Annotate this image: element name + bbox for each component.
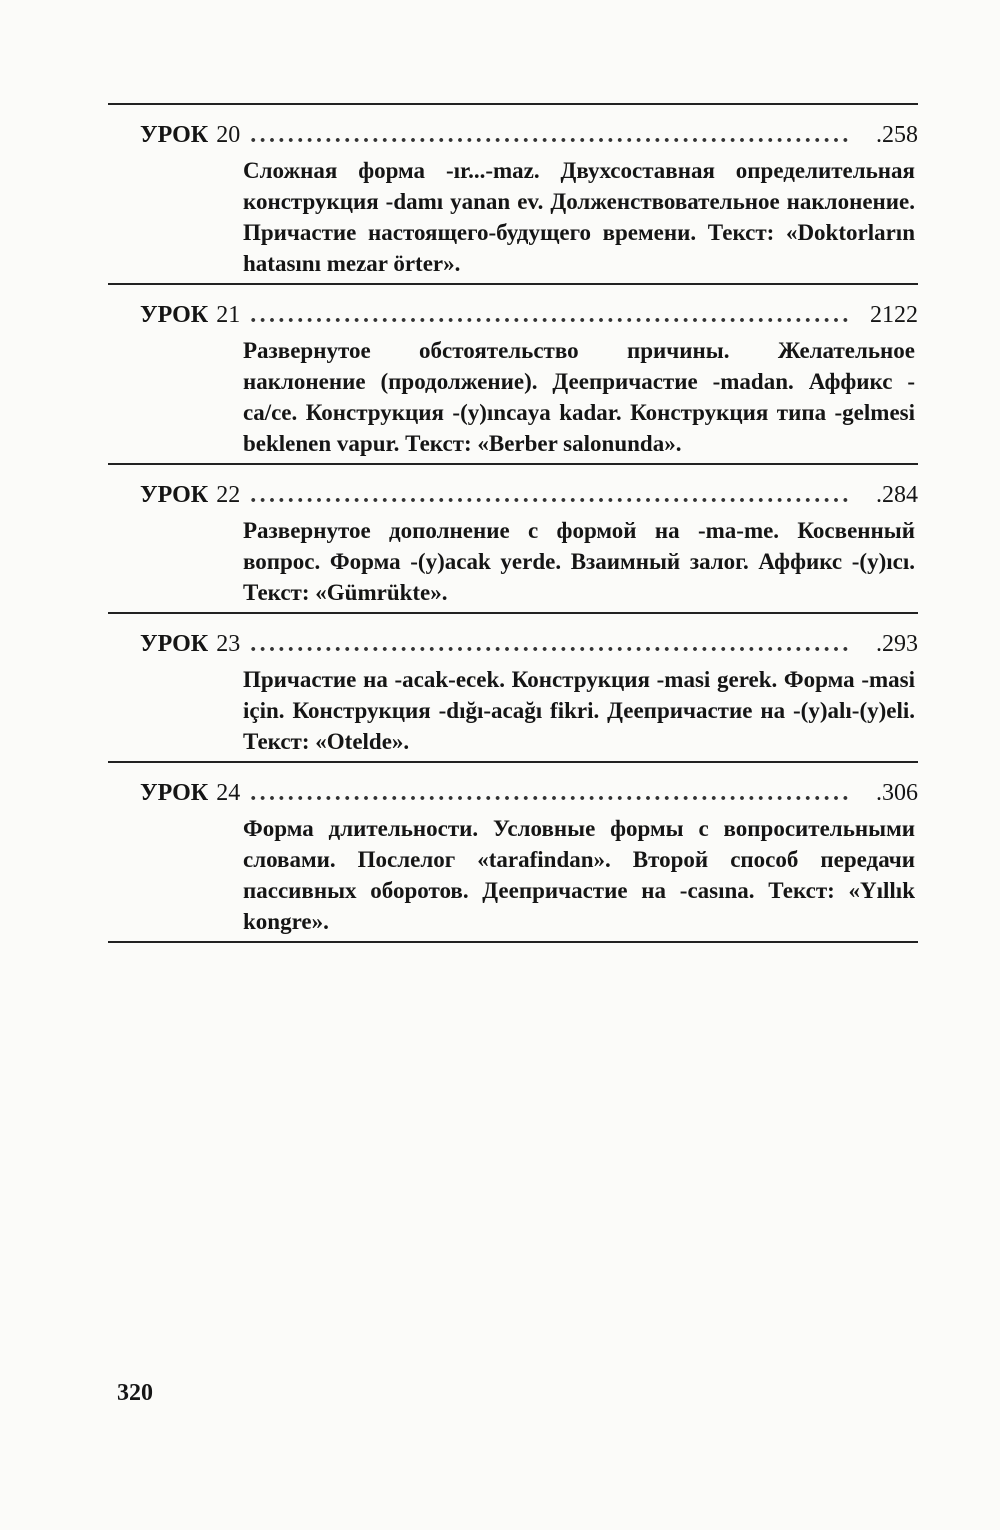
toc-entry-lesson-23: [108, 614, 918, 761]
dot-leader: ................................................................: [250, 780, 852, 806]
lesson-number: 24: [216, 780, 241, 806]
page-reference: 2122: [870, 302, 918, 328]
lesson-label: УРОК: [140, 631, 209, 657]
divider-line: [108, 941, 918, 943]
lesson-label: УРОК: [140, 122, 209, 148]
dot-leader: ................................................................: [250, 302, 852, 328]
toc-entry-lesson-24: [108, 763, 918, 941]
lesson-label: УРОК: [140, 780, 209, 806]
toc-entry-lesson-22: [108, 465, 918, 612]
page-reference: .293: [876, 631, 918, 657]
lesson-description: Сложная форма -ır...-maz. Двухсоставная определительная конструкция -damı yanan ev. Долженствовательное наклонение. Причастие настоящего-будущего времени. Текст: «Doktorların hatasını mezar örter».: [243, 158, 915, 276]
dot-leader: ................................................................: [250, 482, 852, 508]
lesson-label: УРОК: [140, 302, 209, 328]
lesson-description: Причастие на -acak-ecek. Конструкция -masi gerek. Форма -masi için. Конструкция -dığı-acağı fikri. Деепричастие на -(y)alı-(y)eli. Текст: «Otelde».: [243, 667, 915, 754]
page-number: 320: [117, 1380, 153, 1406]
page-reference: .258: [876, 122, 918, 148]
lesson-number: 20: [216, 122, 241, 148]
lesson-label: УРОК: [140, 482, 209, 508]
lesson-number: 23: [216, 631, 241, 657]
lesson-description: Развернутое дополнение с формой на -ma-me. Косвенный вопрос. Форма -(y)acak yerde. Взаимный залог. Аффикс -(y)ıcı. Текст: «Gümrükte».: [243, 518, 915, 605]
toc-entry-heading: [108, 115, 918, 155]
lesson-description: Развернутое обстоятельство причины. Желательное наклонение (продолжение). Деепричастие -madan. Аффикс -ca/ce. Конструкция -(y)ıncaya kadar. Конструкция типа -gelmesi beklenen vapur. Текст: «Berber salonunda».: [243, 338, 915, 456]
dot-leader: ................................................................: [250, 122, 852, 148]
toc-entry-heading: [108, 624, 918, 664]
lesson-number: 21: [216, 302, 241, 328]
toc-entry-heading: [108, 295, 918, 335]
table-of-contents: [108, 103, 918, 943]
toc-entry-heading: [108, 773, 918, 813]
toc-entry-lesson-21: [108, 285, 918, 463]
toc-entry-heading: [108, 475, 918, 515]
page-reference: .284: [876, 482, 918, 508]
dot-leader: ................................................................: [250, 631, 852, 657]
lesson-number: 22: [216, 482, 241, 508]
toc-entry-lesson-20: [108, 105, 918, 283]
lesson-description: Форма длительности. Условные формы с вопросительными словами. Послелог «tarafindan». Второй способ передачи пассивных оборотов. Деепричастие на -casına. Текст: «Yıllık kongre».: [243, 816, 915, 934]
page-reference: .306: [876, 780, 918, 806]
